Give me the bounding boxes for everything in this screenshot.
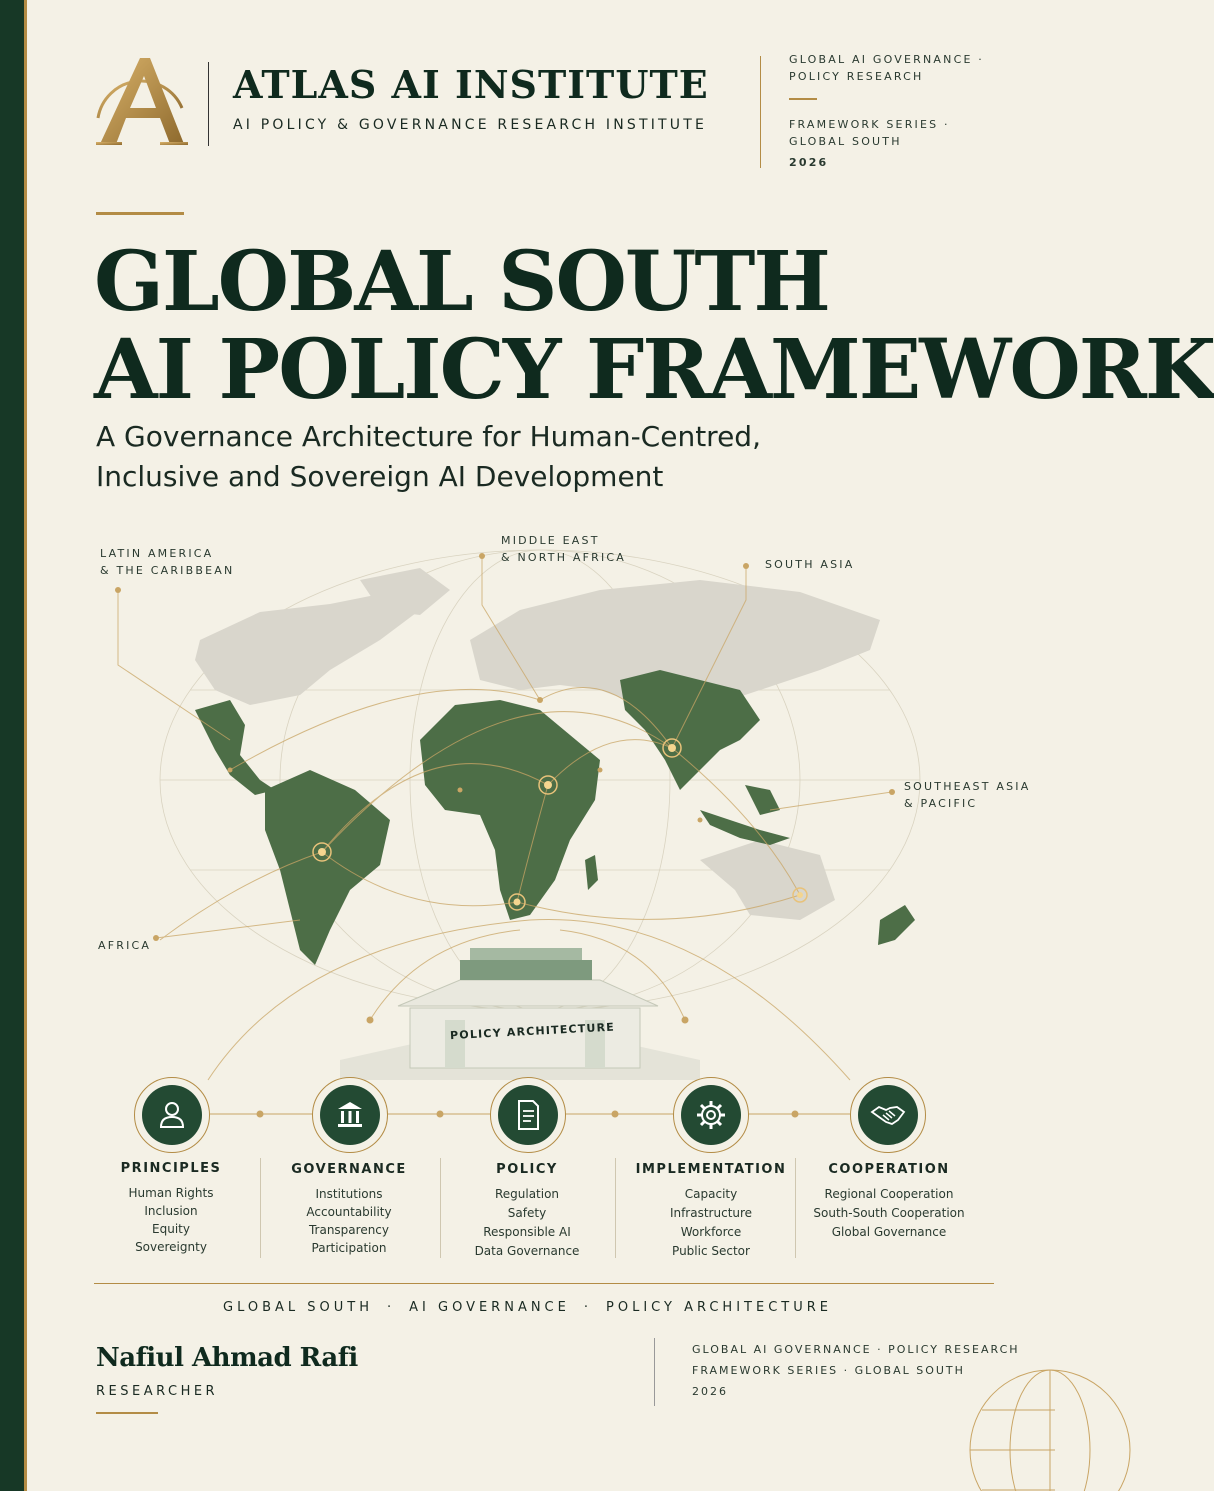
pillar-item: Equity [152, 1222, 190, 1236]
header-meta-year: 2026 [789, 156, 829, 169]
logo-divider [208, 62, 209, 146]
region-southeast-asia: SOUTHEAST ASIA & PACIFIC [904, 780, 1031, 810]
pillar-item: Transparency [308, 1223, 390, 1237]
pillar-item: Inclusion [144, 1204, 198, 1218]
institute-tagline: AI POLICY & GOVERNANCE RESEARCH INSTITUTE [233, 117, 708, 133]
region-mena: MIDDLE EAST & NORTH AFRICA [501, 534, 627, 564]
header-meta-line2: POLICY RESEARCH [789, 70, 924, 83]
footer-meta-year: 2026 [692, 1385, 728, 1398]
pillar-item: Capacity [684, 1187, 738, 1201]
region-africa: AFRICA [98, 939, 152, 952]
institute-name: ATLAS AI INSTITUTE [233, 62, 709, 107]
pillar-item: Safety [507, 1206, 547, 1220]
pillar-item: Accountability [306, 1205, 392, 1219]
pillar-item: South-South Cooperation [813, 1206, 965, 1220]
pillar-cooperation-title: COOPERATION [828, 1162, 950, 1177]
pillar-item: Sovereignty [135, 1240, 207, 1254]
title-line1: GLOBAL SOUTH [94, 234, 829, 330]
subtitle-line1: A Governance Architecture for Human-Centred, [96, 420, 761, 453]
pillar-item: Global Governance [831, 1225, 947, 1239]
pillar-item: Human Rights [128, 1186, 214, 1200]
pillar-cooperation-badge [850, 1077, 926, 1153]
header-meta-line1: GLOBAL AI GOVERNANCE · [789, 53, 984, 66]
region-latin-america: LATIN AMERICA & THE CARIBBEAN [100, 547, 235, 577]
pillar-principles-title: PRINCIPLES [120, 1161, 222, 1176]
pillar-item: Institutions [315, 1187, 383, 1201]
globe-icon [960, 1360, 1055, 1491]
pillar-item: Workforce [680, 1225, 742, 1239]
author-name: Nafiul Ahmad Rafi [96, 1343, 358, 1373]
policy-architecture-label: POLICY ARCHITECTURE [449, 1020, 616, 1043]
pillar-policy-title: POLICY [496, 1162, 558, 1177]
atlas-logo-icon [92, 56, 188, 148]
header-meta-line4: GLOBAL SOUTH [789, 135, 902, 148]
person-icon [152, 1095, 192, 1135]
title-line2: AI POLICY FRAMEWORK [94, 322, 1214, 418]
footer-keywords: GLOBAL SOUTH · AI GOVERNANCE · POLICY ARCHITECTURE [223, 1300, 832, 1315]
footer-rule [94, 1283, 994, 1284]
document-icon [508, 1095, 548, 1135]
pillar-item: Data Governance [474, 1244, 580, 1258]
world-map [0, 520, 1055, 1080]
global-south-landmasses [195, 670, 915, 965]
pillar-item: Regulation [494, 1187, 560, 1201]
pillar-policy-badge [490, 1077, 566, 1153]
gear-icon [691, 1095, 731, 1135]
author-rule [96, 1412, 158, 1414]
handshake-icon [868, 1095, 908, 1135]
subtitle-line2: Inclusive and Sovereign AI Development [96, 460, 664, 493]
header-meta-line3: FRAMEWORK SERIES · [789, 118, 950, 131]
pillar-item: Infrastructure [669, 1206, 753, 1220]
policy-architecture-building [340, 948, 700, 1080]
institution-icon [330, 1095, 370, 1135]
pillar-item: Public Sector [672, 1244, 750, 1258]
author-role: RESEARCHER [96, 1384, 219, 1399]
region-south-asia: SOUTH ASIA [765, 558, 855, 571]
pillar-item: Responsible AI [483, 1225, 571, 1239]
title-rule [96, 212, 184, 215]
footer-meta-line2: FRAMEWORK SERIES · GLOBAL SOUTH [692, 1364, 965, 1377]
footer-meta-line1: GLOBAL AI GOVERNANCE · POLICY RESEARCH [692, 1343, 1020, 1356]
pillar-implementation-badge [673, 1077, 749, 1153]
header-meta-rule [789, 98, 817, 100]
pillar-principles-badge [134, 1077, 210, 1153]
pillar-item: Participation [311, 1241, 387, 1255]
pillar-item: Regional Cooperation [824, 1187, 954, 1201]
pillar-implementation-title: IMPLEMENTATION [635, 1162, 787, 1177]
footer-meta-divider [654, 1338, 655, 1406]
pillar-governance-title: GOVERNANCE [291, 1162, 407, 1177]
pillar-governance-badge [312, 1077, 388, 1153]
header-meta-divider [760, 56, 761, 168]
